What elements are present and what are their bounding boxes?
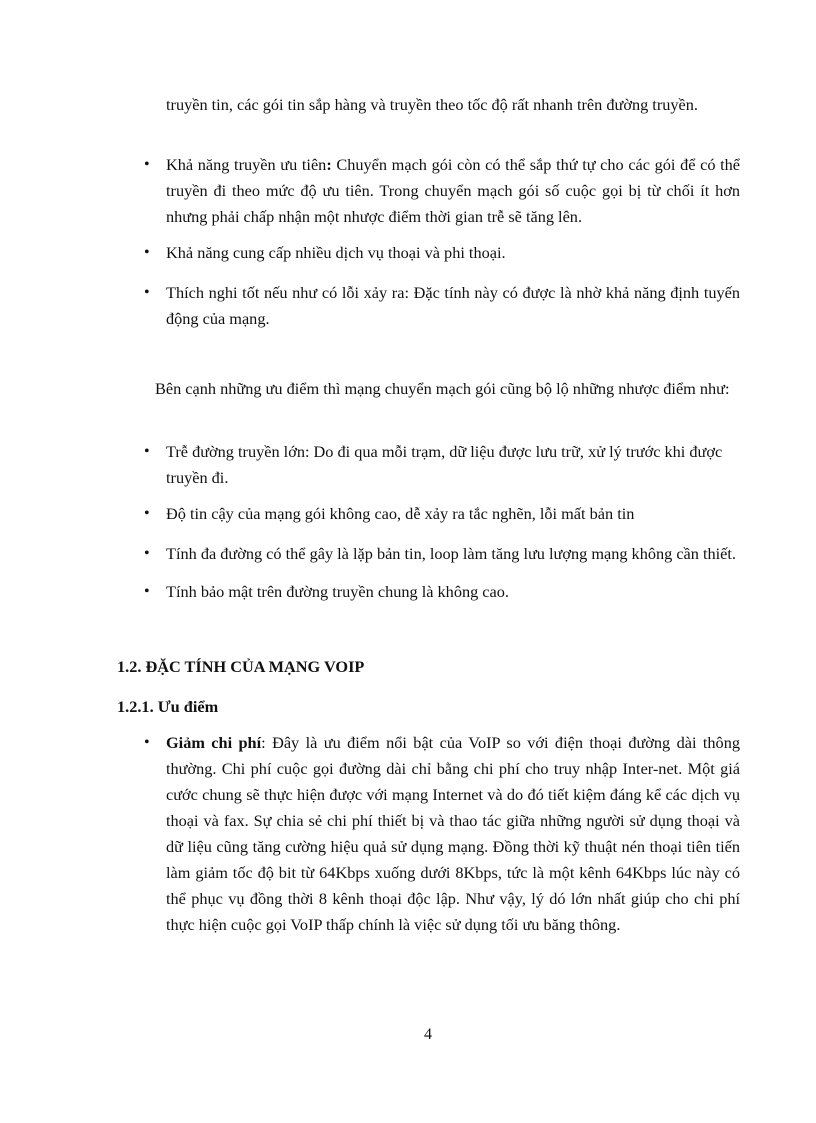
item-text: Thích nghi tốt nếu như có lỗi xảy ra: Đặc tính này có được là nhờ khả năng định tuyến động của mạng. bbox=[166, 283, 740, 328]
voip-advantages-list bbox=[144, 730, 740, 938]
advantages-list bbox=[144, 152, 741, 332]
continuation-paragraph: truyền tin, các gói tin sắp hàng và truyền theo tốc độ rất nhanh trên đường truyền. bbox=[166, 95, 698, 114]
bullet-icon: • bbox=[144, 244, 150, 261]
item-text: Tính đa đường có thể gây là lặp bản tin, loop làm tăng lưu lượng mạng không cần thiết. bbox=[166, 544, 737, 563]
bullet-icon: • bbox=[144, 156, 150, 173]
item-text: Trễ đường truyền lớn: Do đi qua mỗi trạm, dữ liệu được lưu trữ, xử lý trước khi được truyền đi. bbox=[166, 442, 723, 487]
item-text: Khả năng cung cấp nhiều dịch vụ thoại và phi thoại. bbox=[166, 243, 506, 262]
section-heading: 1.2. ĐẶC TÍNH CỦA MẠNG VOIP bbox=[117, 657, 365, 676]
list-item bbox=[144, 439, 740, 491]
bullet-icon: • bbox=[144, 545, 150, 562]
item-text: Tính bảo mật trên đường truyền chung là không cao. bbox=[166, 582, 509, 601]
item-text: Chuyển mạch gói còn có thể sắp thứ tự cho các gói để có thể truyền đi theo mức độ ưu tiên. Trong chuyển mạch gói số cuộc gọi bị từ chối ít hơn nhưng phải chấp nhận một nhược điểm thời gian trễ sẽ tăng lên. bbox=[166, 155, 741, 226]
list-item bbox=[144, 541, 740, 567]
bullet-icon: • bbox=[144, 583, 150, 600]
list-item bbox=[144, 240, 740, 266]
item-separator: : bbox=[326, 155, 332, 174]
bullet-icon: • bbox=[144, 734, 150, 751]
item-lead: Khả năng truyền ưu tiên bbox=[166, 155, 327, 174]
page-number: 4 bbox=[424, 1026, 432, 1043]
disadvantages-list bbox=[144, 439, 740, 605]
bullet-icon: • bbox=[144, 505, 150, 522]
list-item bbox=[144, 730, 740, 938]
subsection-heading: 1.2.1. Ưu điểm bbox=[117, 697, 219, 716]
list-item bbox=[144, 152, 741, 230]
item-text: : Đây là ưu điểm nổi bật của VoIP so với điện thoại đường dài thông thường. Chi phí cuộc gọi đường dài chỉ bằng chi phí cho truy nhập Inter-net. Một giá cước chung sẽ thực hiện được với mạng Internet và do đó tiết kiệm đáng kể các dịch vụ thoại và fax. Sự chia sẻ chi phí thiết bị và thao tác giữa những người sử dụng thoại và dữ liệu cũng tăng cường hiệu quả sử dụng mạng. Đồng thời kỹ thuật nén thoại tiên tiến làm giảm tốc độ bit từ 64Kbps xuống dưới 8Kbps, tức là một kênh 64Kbps lúc này có thể phục vụ đồng thời 8 kênh thoại độc lập. Như vậy, lý dó lớn nhất giúp cho chi phí thực hiện cuộc gọi VoIP thấp chính là việc sử dụng tối ưu băng thông. bbox=[166, 733, 740, 934]
item-lead: Giảm chi phí bbox=[166, 733, 262, 752]
bullet-icon: • bbox=[144, 284, 150, 301]
item-text: Độ tin cậy của mạng gói không cao, dễ xảy ra tắc nghẽn, lỗi mất bản tin bbox=[166, 504, 635, 523]
bullet-icon: • bbox=[144, 443, 150, 460]
disadvantage-intro-paragraph: Bên cạnh những ưu điểm thì mạng chuyển mạch gói cũng bộ lộ những nhược điểm như: bbox=[155, 379, 730, 398]
list-item bbox=[144, 280, 740, 332]
list-item bbox=[144, 579, 740, 605]
list-item bbox=[144, 501, 740, 527]
